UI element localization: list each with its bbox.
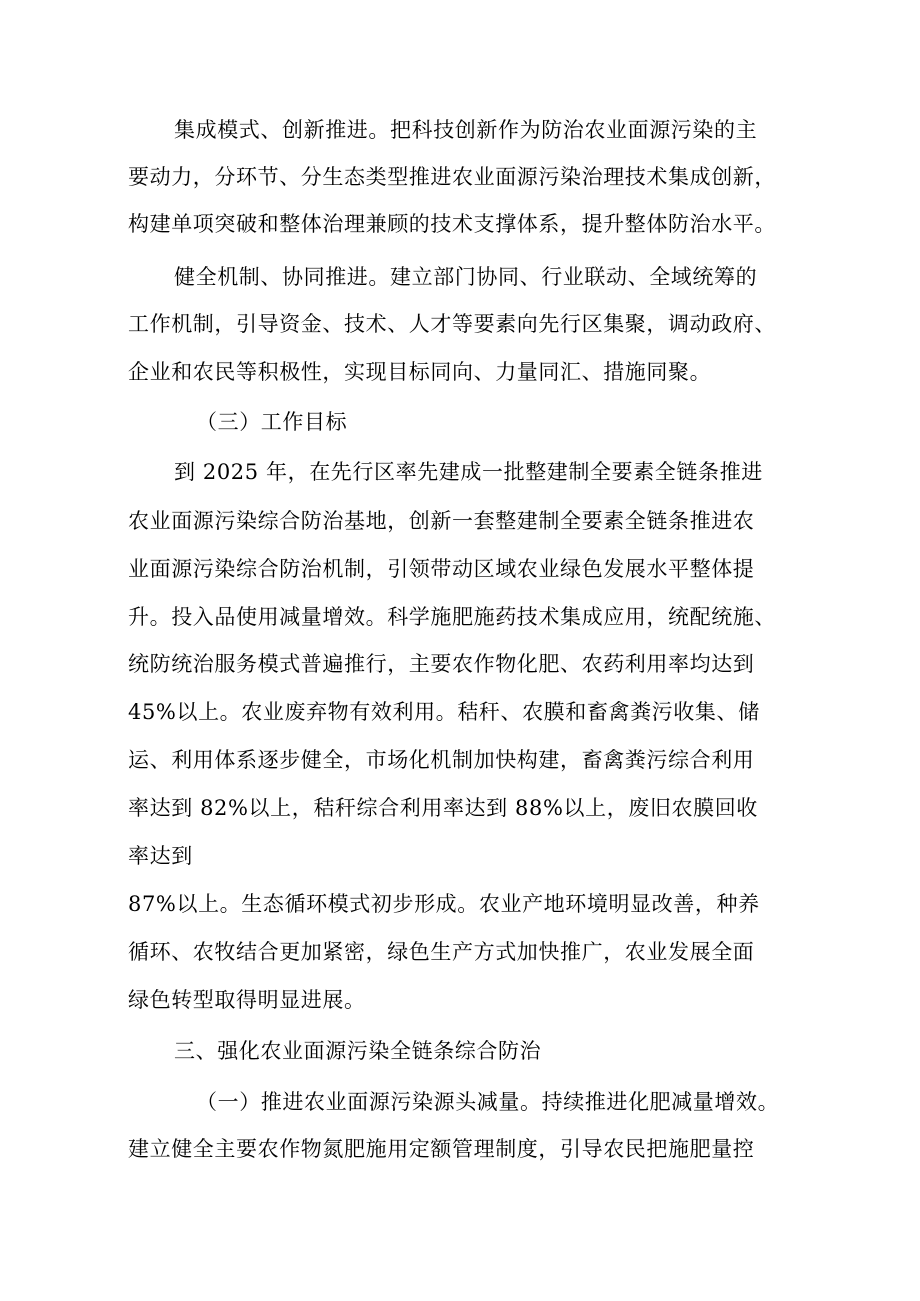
paragraph-line-3: 构建单项突破和整体治理兼顾的技术支撑体系，提升整体防治水平。 [128,212,776,236]
paragraph-line-2: 要动力，分环节、分生态类型推进农业面源污染治理技术集成创新， [128,165,776,189]
paragraph-line-6: 企业和农民等积极性，实现目标同向、力量同汇、措施同聚。 [128,360,712,384]
paragraph-line-19: （一）推进农业面源污染源头减量。持续推进化肥减量增效。 [196,1090,780,1114]
paragraph-line-13: 运、利用体系逐步健全，市场化机制加快构建，畜禽粪污综合利用 [128,748,755,772]
paragraph-line-16: 87%以上。生态循环模式初步形成。农业产地环境明显改善，种养 [128,892,760,916]
paragraph-line-7: 到 2025 年，在先行区率先建成一批整建制全要素全链条推进 [174,460,763,484]
paragraph-line-15: 率达到 [128,844,193,868]
paragraph-line-8: 农业面源污染综合防治基地，创新一套整建制全要素全链条推进农 [128,509,755,533]
paragraph-line-14: 率达到 82%以上，秸秆综合利用率达到 88%以上，废旧农膜回收 [128,796,758,820]
paragraph-line-17: 循环、农牧结合更加紧密，绿色生产方式加快推广，农业发展全面 [128,940,755,964]
paragraph-line-11: 统防统治服务模式普遍推行，主要农作物化肥、农药利用率均达到 [128,652,755,676]
paragraph-line-1: 集成模式、创新推进。把科技创新作为防治农业面源污染的主 [174,118,758,142]
section-heading-three: 三、强化农业面源污染全链条综合防治 [174,1039,542,1063]
paragraph-line-5: 工作机制，引导资金、技术、人才等要素向先行区集聚，调动政府、 [128,312,776,336]
paragraph-line-4: 健全机制、协同推进。建立部门协同、行业联动、全域统筹的 [174,265,758,289]
paragraph-line-12: 45%以上。农业废弃物有效利用。秸秆、农膜和畜禽粪污收集、储 [128,700,760,724]
section-heading-work-goals: （三）工作目标 [196,410,348,434]
paragraph-line-10: 升。投入品使用减量增效。科学施肥施药技术集成应用，统配统施、 [128,605,776,629]
paragraph-line-18: 绿色转型取得明显进展。 [128,988,366,1012]
paragraph-line-9: 业面源污染综合防治机制，引领带动区域农业绿色发展水平整体提 [128,557,755,581]
paragraph-line-20: 建立健全主要农作物氮肥施用定额管理制度，引导农民把施肥量控 [128,1137,755,1161]
